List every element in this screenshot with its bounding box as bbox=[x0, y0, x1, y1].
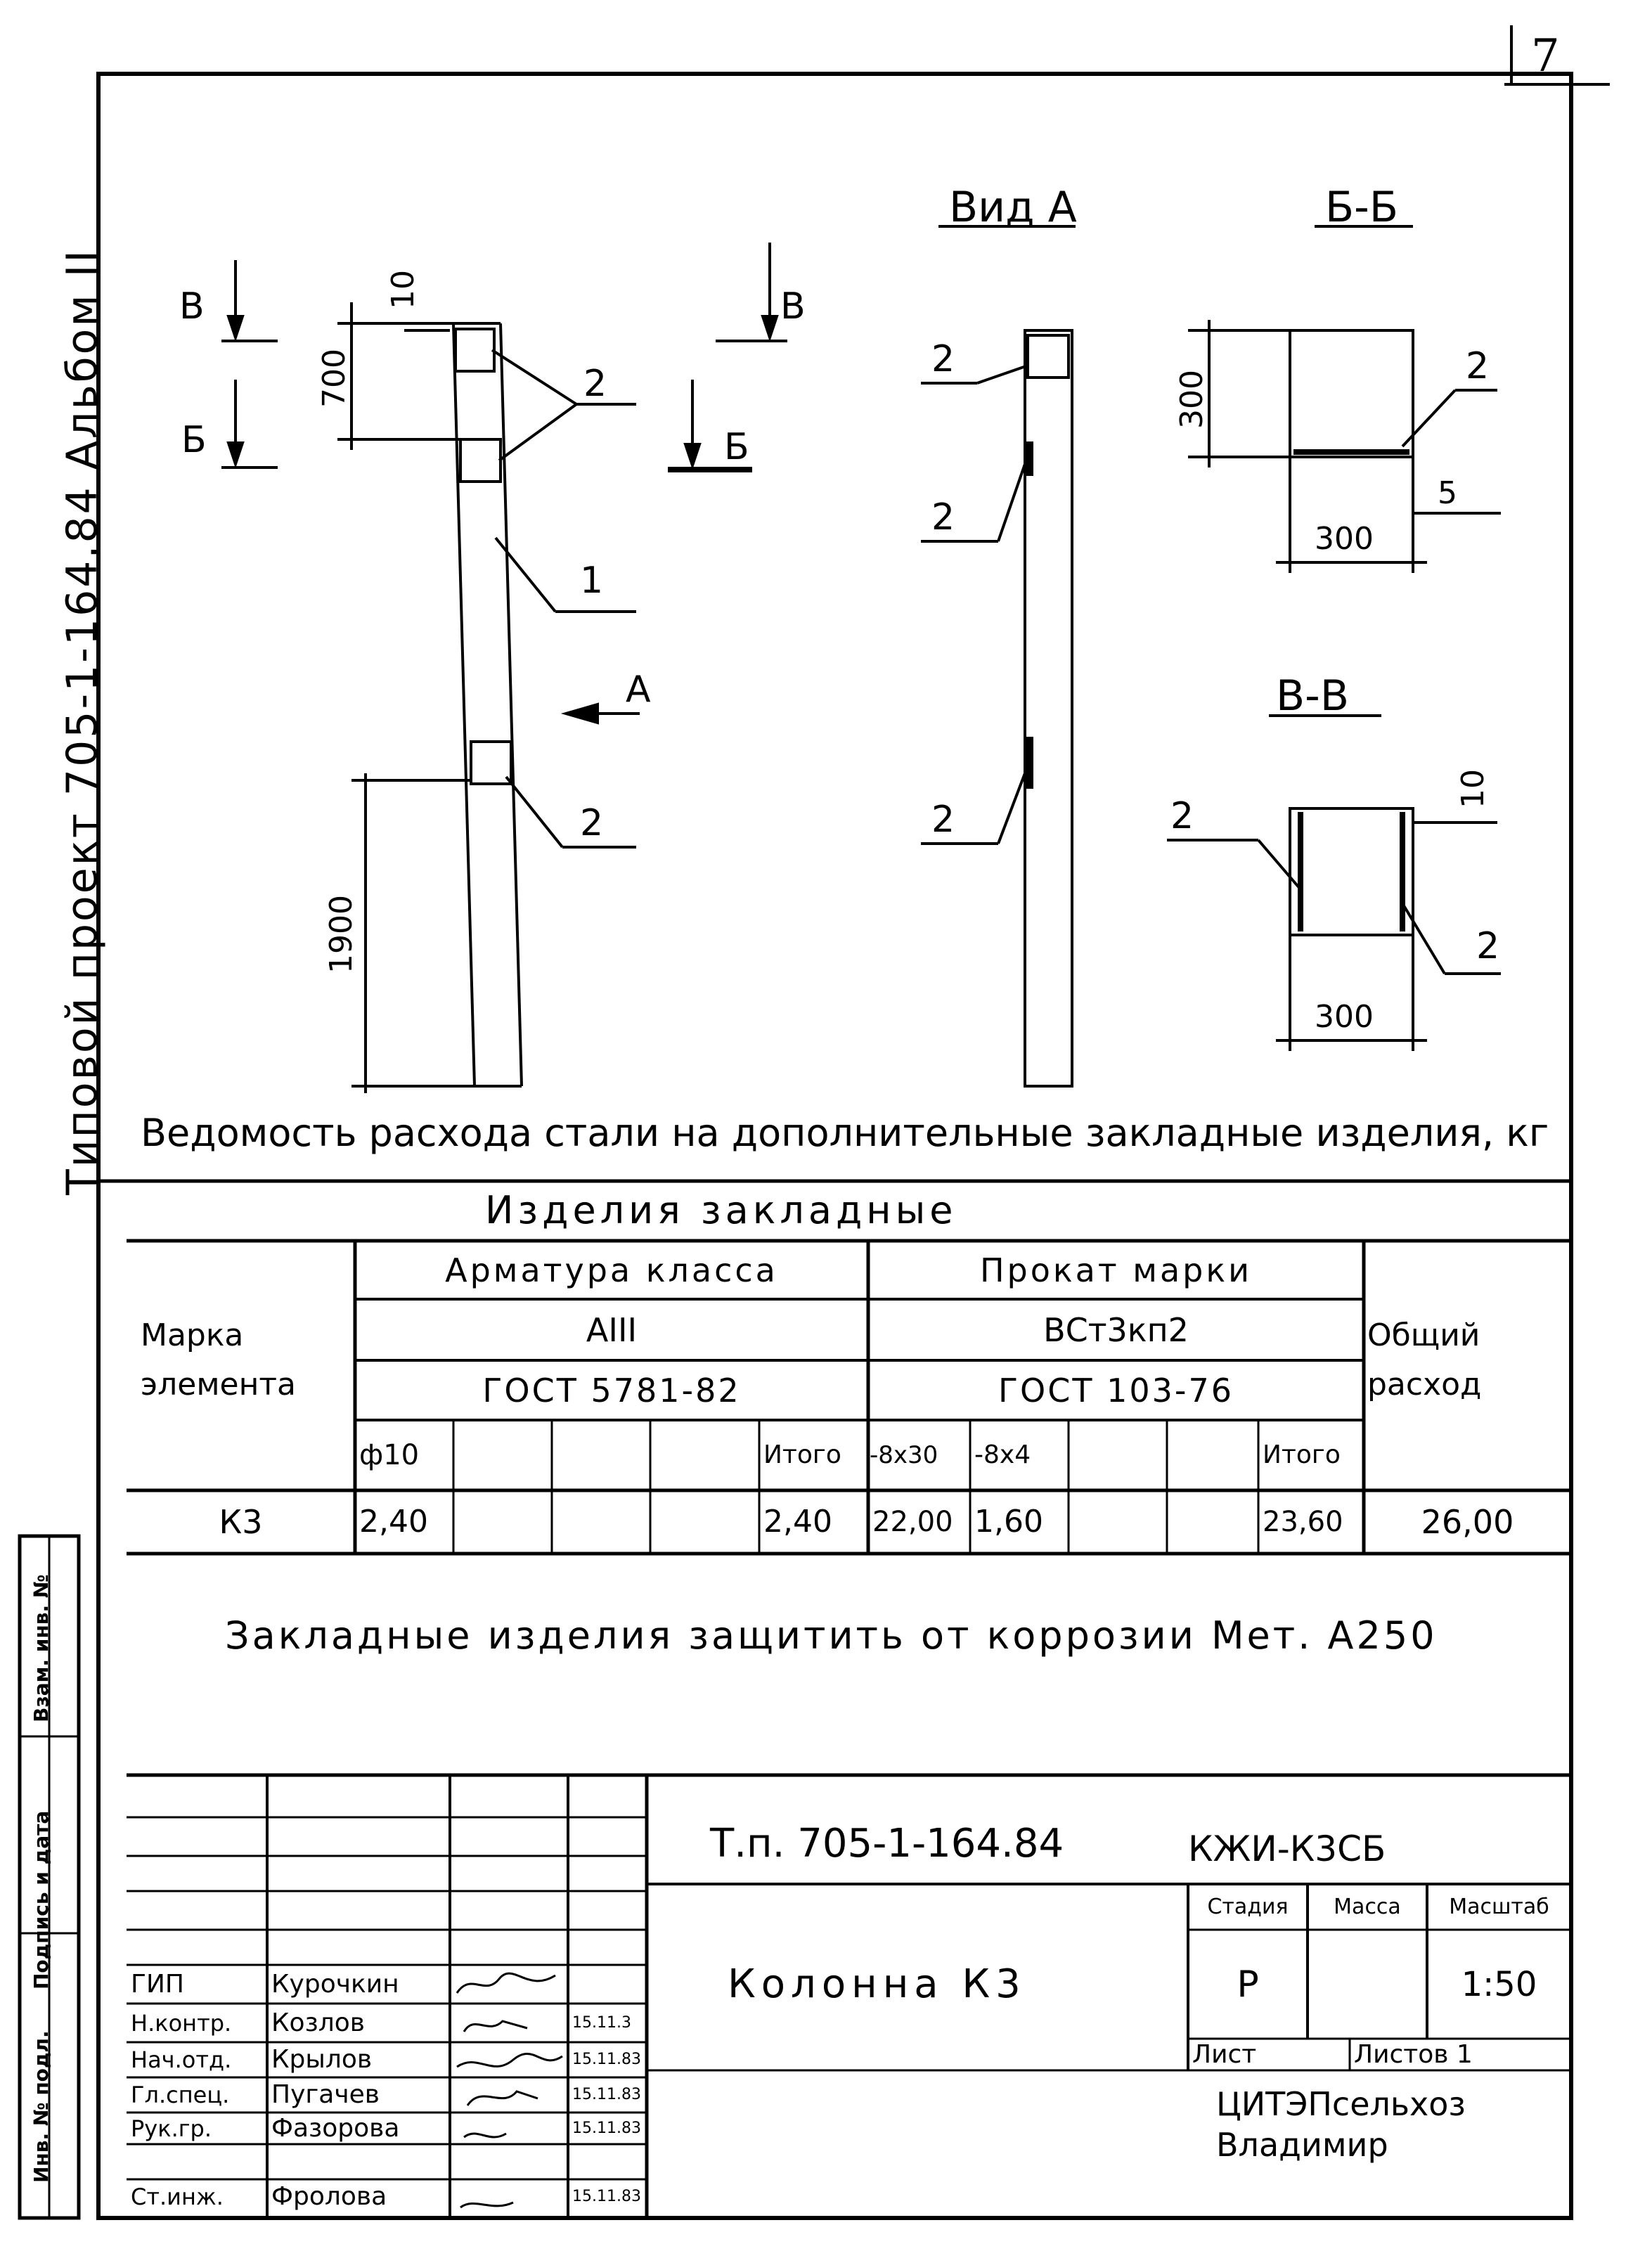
header-armature-gost: ГОСТ 5781-82 bbox=[482, 1371, 741, 1410]
signature-ruk-gr bbox=[464, 2134, 506, 2137]
name-gl-spec: Пугачев bbox=[271, 2080, 380, 2109]
row-value-strip-8x4: 1,60 bbox=[974, 1504, 1043, 1540]
role-gip: ГИП bbox=[131, 1969, 184, 1999]
role-ruk-gr: Рук.гр. bbox=[131, 2115, 212, 2142]
name-ruk-gr: Фазорова bbox=[271, 2113, 400, 2143]
view-a-title: Вид А bbox=[949, 183, 1077, 232]
date-gip bbox=[568, 1965, 647, 2004]
role-st-inzh: Ст.инж. bbox=[131, 2184, 224, 2210]
subheader-strip-8x30: -8х30 bbox=[870, 1441, 938, 1469]
signature-gip bbox=[457, 1973, 555, 1993]
cut-b-left-label: Б bbox=[181, 419, 207, 461]
date-nach-otd: 15.11.83 bbox=[572, 2051, 641, 2068]
subheader-prokat-total: Итого bbox=[1263, 1440, 1341, 1469]
album-title: Типовой проект 705-1-164.84 Альбом II bbox=[58, 247, 107, 1195]
signature-st-inzh bbox=[460, 2202, 513, 2207]
section-vv-title: В-В bbox=[1276, 671, 1349, 721]
signatures bbox=[450, 1965, 568, 2218]
view-a-position-2-bottom: 2 bbox=[931, 799, 955, 841]
organization: ЦИТЭПсельхоз Владимир bbox=[1216, 2085, 1466, 2164]
row-value-prokat-total: 23,60 bbox=[1263, 1506, 1343, 1538]
date-n-kontr: 15.11.3 bbox=[572, 2013, 631, 2032]
header-mark: Марка элемента bbox=[141, 1317, 296, 1402]
name-st-inzh: Фролова bbox=[271, 2182, 387, 2211]
section-bb-title: Б-Б bbox=[1325, 183, 1398, 232]
dim-300-bb-vertical: 300 bbox=[1174, 370, 1210, 429]
table-title: Ведомость расхода стали на дополнительные закладные изделия, кг bbox=[141, 1111, 1549, 1155]
signature-nach-otd bbox=[457, 2053, 562, 2067]
dim-300-vv: 300 bbox=[1315, 999, 1374, 1035]
header-armature: Арматура класса bbox=[445, 1251, 778, 1289]
mass-value bbox=[1308, 1930, 1427, 2039]
subheader-diam10: ф10 bbox=[359, 1439, 420, 1471]
sheets-label: Листов 1 bbox=[1354, 2039, 1473, 2069]
role-gl-spec: Гл.спец. bbox=[131, 2082, 230, 2108]
name-n-kontr: Козлов bbox=[271, 2008, 365, 2037]
dim-5: 5 bbox=[1438, 475, 1457, 511]
position-2-label-bottom: 2 bbox=[580, 802, 604, 844]
scale-value: 1:50 bbox=[1461, 1964, 1537, 2004]
arrow-a-label: А bbox=[626, 669, 651, 711]
project-code: Т.п. 705-1-164.84 bbox=[710, 1821, 1064, 1866]
row-mark: К3 bbox=[219, 1503, 263, 1541]
header-prokat: Прокат марки bbox=[979, 1251, 1253, 1289]
date-ruk-gr: 15.11.83 bbox=[572, 2119, 641, 2137]
subheader-strip-8x4: -8х4 bbox=[974, 1440, 1031, 1469]
subheader-armature-total: Итого bbox=[763, 1440, 841, 1469]
signature-gl-spec bbox=[467, 2091, 538, 2105]
section-vv-position-2-right: 2 bbox=[1476, 925, 1500, 967]
name-gip: Курочкин bbox=[271, 1969, 399, 1999]
stamp-signature-date: Подпись и дата bbox=[30, 1810, 53, 1989]
signature-n-kontr bbox=[464, 2021, 527, 2032]
cut-v-left-label: В bbox=[179, 285, 205, 328]
corrosion-note: Закладные изделия защитить от коррозии Мет. А250 bbox=[225, 1613, 1438, 1658]
role-n-kontr: Н.контр. bbox=[131, 2009, 232, 2037]
row-value-armature-total: 2,40 bbox=[763, 1504, 832, 1540]
view-a-position-2-top: 2 bbox=[931, 338, 955, 380]
row-value-strip-8x30: 22,00 bbox=[872, 1506, 953, 1538]
stamp-replace-inv: Взам. инв. № bbox=[30, 1574, 53, 1722]
role-nach-otd: Нач.отд. bbox=[131, 2046, 232, 2073]
table-subtitle: Изделия закладные bbox=[485, 1188, 957, 1232]
sheet-code: КЖИ-К3СБ bbox=[1188, 1828, 1386, 1869]
stamp-inv-number: Инв. № подл. bbox=[30, 2030, 53, 2183]
sheet-label: Лист bbox=[1192, 2039, 1257, 2069]
drawing-name: Колонна К3 bbox=[728, 1961, 1026, 2007]
header-armature-class: АIII bbox=[586, 1310, 638, 1349]
scale-label: Масштаб bbox=[1449, 1894, 1549, 1919]
date-st-inzh: 15.11.83 bbox=[572, 2188, 641, 2205]
dim-1900: 1900 bbox=[323, 895, 359, 974]
cut-b-right-label: Б bbox=[724, 426, 749, 468]
header-prokat-grade: ВСт3кп2 bbox=[1043, 1310, 1189, 1349]
dim-10-column: 10 bbox=[385, 270, 421, 309]
name-nach-otd: Крылов bbox=[271, 2045, 373, 2074]
header-prokat-gost: ГОСТ 103-76 bbox=[998, 1371, 1234, 1410]
dim-700: 700 bbox=[316, 349, 352, 408]
stage-value: Р bbox=[1237, 1963, 1259, 2006]
position-1-label: 1 bbox=[580, 560, 604, 602]
date-gl-spec: 15.11.83 bbox=[572, 2086, 641, 2103]
position-2-label-top: 2 bbox=[583, 363, 607, 405]
row-value-diam10: 2,40 bbox=[359, 1504, 428, 1540]
section-vv-position-2-left: 2 bbox=[1170, 795, 1194, 837]
mass-label: Масса bbox=[1334, 1894, 1401, 1919]
view-a-position-2-middle: 2 bbox=[931, 496, 955, 538]
dim-300-bb: 300 bbox=[1315, 521, 1374, 557]
cut-v-right-label: В bbox=[780, 285, 806, 328]
header-total: Общий расход bbox=[1367, 1317, 1482, 1402]
row-value-total: 26,00 bbox=[1421, 1503, 1514, 1541]
dim-10-vv: 10 bbox=[1455, 769, 1491, 808]
stage-label: Стадия bbox=[1207, 1894, 1289, 1919]
section-bb-position-2: 2 bbox=[1466, 345, 1490, 387]
page-number: 7 bbox=[1531, 30, 1560, 82]
